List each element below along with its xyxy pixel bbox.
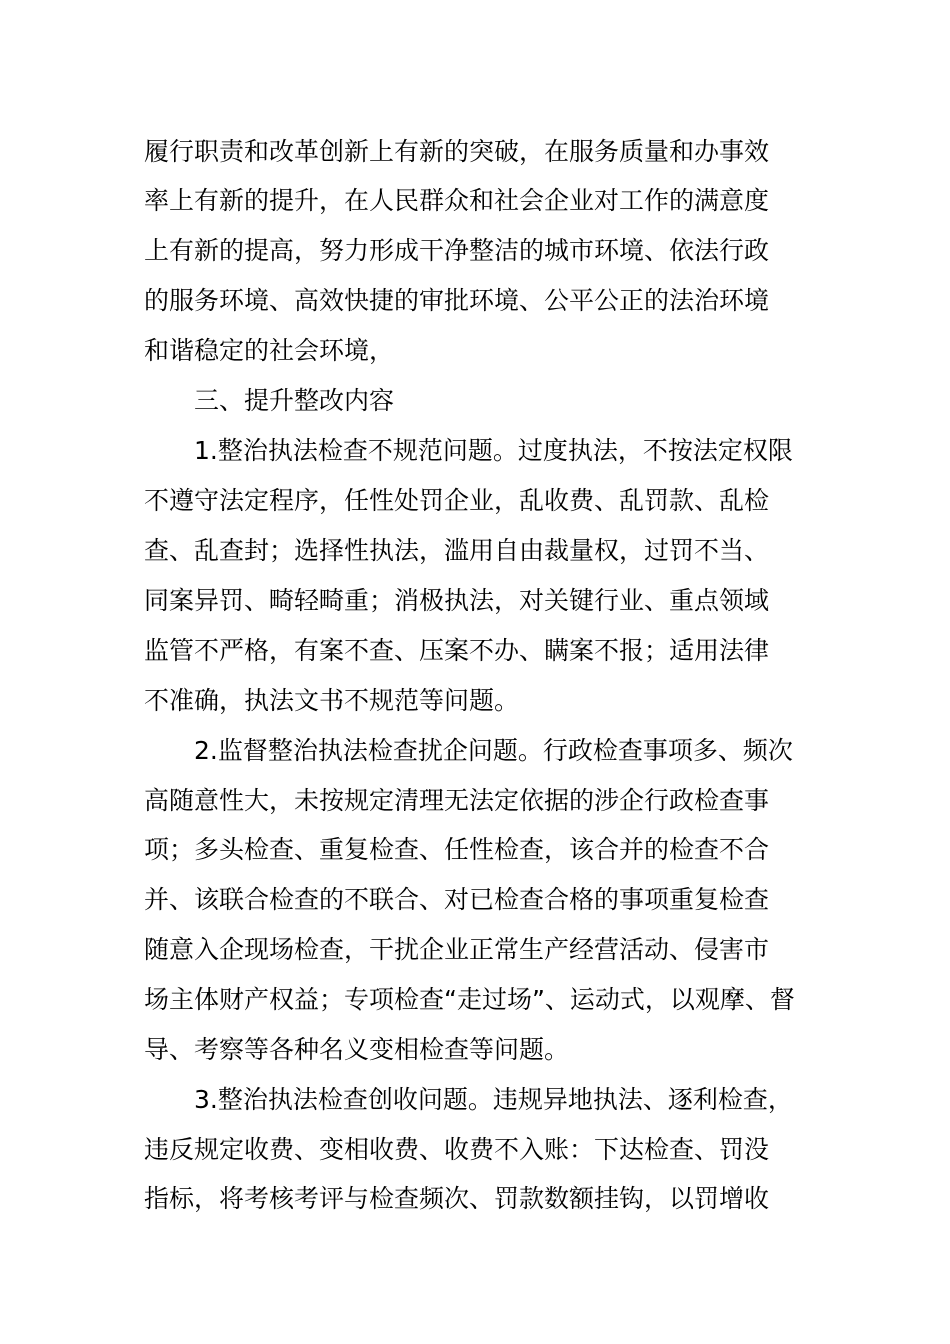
text-line: 项；多头检查、重复检查、任性检查，该合并的检查不合 (144, 835, 770, 864)
section-heading: 三、提升整改内容 (194, 386, 395, 415)
text-line: 查、乱查封；选择性执法，滥用自由裁量权，过罚不当、 (144, 536, 770, 565)
text-line: 高随意性大，未按规定清理无法定依据的涉企行政检查事 (144, 786, 770, 815)
text-line: 上有新的提高，努力形成干净整洁的城市环境、依法行政 (144, 236, 770, 265)
text-line: 违反规定收费、变相收费、收费不入账：下达检查、罚没 (144, 1135, 770, 1164)
paragraph-first-line: 1.整治执法检查不规范问题。过度执法，不按法定权限 (194, 436, 793, 465)
text-line: 和谐稳定的社会环境， (144, 336, 395, 365)
text-line: 并、该联合检查的不联合、对已检查合格的事项重复检查 (144, 885, 770, 914)
text-line: 导、考察等各种名义变相检查等问题。 (144, 1035, 570, 1064)
text-line: 履行职责和改革创新上有新的突破，在服务质量和办事效 (144, 137, 770, 166)
text-line: 率上有新的提升，在人民群众和社会企业对工作的满意度 (144, 186, 770, 215)
text-line: 不准确，执法文书不规范等问题。 (144, 686, 520, 715)
paragraph-first-line: 2.监督整治执法检查扰企问题。行政检查事项多、频次 (194, 736, 793, 765)
text-line: 同案异罚、畸轻畸重；消极执法，对关键行业、重点领域 (144, 586, 770, 615)
text-line: 监管不严格，有案不查、压案不办、瞒案不报；适用法律 (144, 636, 770, 665)
text-line: 随意入企现场检查，干扰企业正常生产经营活动、侵害市 (144, 935, 770, 964)
paragraph-first-line: 3.整治执法检查创收问题。违规异地执法、逐利检查， (194, 1085, 793, 1114)
text-line: 场主体财产权益；专项检查“走过场”、运动式，以观摩、督 (144, 985, 795, 1014)
text-line: 不遵守法定程序，任性处罚企业，乱收费、乱罚款、乱检 (144, 486, 770, 515)
text-line: 的服务环境、高效快捷的审批环境、公平公正的法治环境 (144, 286, 770, 315)
text-line: 指标，将考核考评与检查频次、罚款数额挂钩，以罚增收 (144, 1184, 770, 1213)
